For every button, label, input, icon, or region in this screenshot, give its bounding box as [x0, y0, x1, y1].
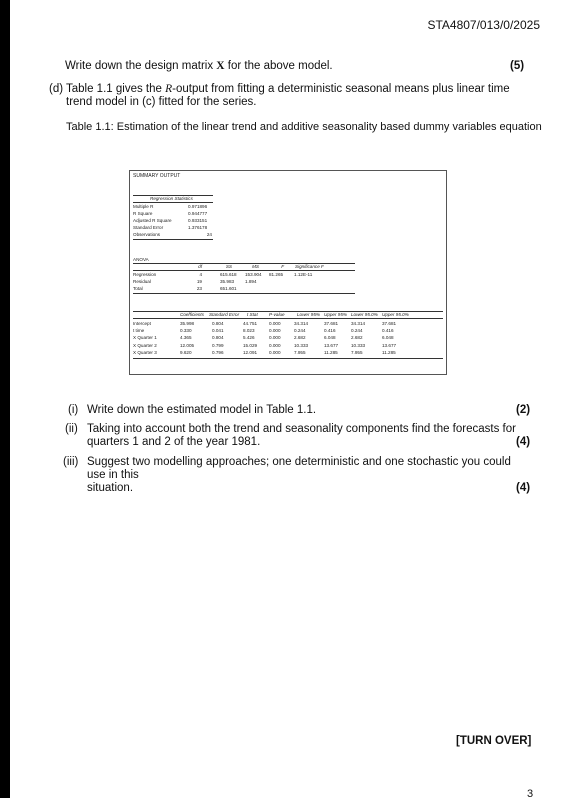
- anova-ms: 1.894: [245, 279, 257, 284]
- coef-cell: 44.751: [243, 321, 258, 326]
- coef-cell: 6.048: [324, 335, 336, 341]
- question-iii-marks: (4): [516, 482, 531, 494]
- coef-cell: 11.285: [324, 349, 338, 355]
- stat-value: 0.933151: [188, 218, 208, 223]
- scan-left-edge: [0, 0, 10, 798]
- rule: [133, 239, 213, 240]
- summary-output-table: [129, 170, 447, 375]
- question-d-text-a: Table 1.1 gives the: [66, 83, 166, 95]
- coef-cell: 10.333: [351, 342, 366, 348]
- exam-page: [10, 0, 574, 798]
- coef-cell: 6.048: [382, 335, 394, 341]
- question-d-line1: [66, 83, 510, 96]
- table-caption: Table 1.1: Estimation of the linear trend and additive seasonality based dummy variables equation: [66, 121, 542, 133]
- stat-label: Multiple R: [133, 204, 154, 209]
- coef-row-label: X Quarter 2: [133, 342, 157, 348]
- coef-cell: 12.005: [180, 342, 195, 348]
- coef-cell: 0.330: [180, 328, 192, 334]
- question-ii-marks: (4): [516, 436, 531, 448]
- coef-header: Lower 95.0%: [351, 312, 378, 317]
- regression-stats-title: Regression Statistics: [150, 196, 193, 201]
- stat-value: 0.944777: [188, 211, 208, 216]
- coef-header: Standard Error: [209, 312, 240, 317]
- question-c-marks: (5): [510, 60, 525, 72]
- coef-cell: 0.244: [351, 328, 363, 334]
- coef-cell: 7.955: [294, 349, 306, 355]
- question-d-label: (d): [49, 83, 64, 95]
- question-c-tail: [65, 60, 333, 73]
- anova-header: SS: [225, 264, 232, 269]
- coef-cell: 0.416: [382, 328, 394, 334]
- coef-cell: 9.620: [180, 349, 192, 355]
- anova-header: MS: [252, 264, 259, 269]
- stat-label: R Square: [133, 211, 153, 216]
- coef-cell: 4.365: [180, 335, 192, 341]
- coef-cell: 37.681: [382, 321, 397, 326]
- coef-cell: 10.333: [294, 342, 309, 348]
- coef-cell: 0.416: [324, 328, 336, 334]
- coef-row-label: t time: [133, 328, 145, 334]
- anova-header: F: [281, 264, 284, 269]
- coef-cell: 5.426: [243, 335, 255, 341]
- question-iii-number: (iii): [63, 456, 79, 468]
- anova-title: ANOVA: [133, 257, 149, 262]
- coef-cell: 12.091: [243, 349, 258, 355]
- coef-cell: 35.998: [180, 321, 195, 326]
- coef-header: P-value: [269, 312, 285, 317]
- stat-label: Standard Error: [133, 225, 164, 230]
- rule: [133, 202, 213, 203]
- coef-cell: 0.000: [269, 328, 281, 334]
- coef-header: t Stat: [247, 312, 258, 317]
- coef-cell: 13.677: [382, 342, 397, 348]
- anova-df: 23: [196, 286, 202, 291]
- coef-cell: 0.000: [269, 349, 281, 355]
- anova-row-label: Total: [133, 286, 143, 291]
- anova-sig: 1.12E-11: [294, 272, 313, 277]
- rule: [133, 358, 443, 359]
- coef-cell: 2.682: [294, 335, 306, 341]
- coef-header: Upper 95%: [324, 312, 347, 317]
- coef-cell: 34.314: [351, 321, 366, 326]
- coef-cell: 0.000: [269, 321, 281, 326]
- anova-ss: 35.983: [220, 279, 235, 284]
- stat-value: 0.971896: [188, 204, 208, 209]
- question-c-text-end: for the above model.: [224, 60, 333, 72]
- question-ii-line: quarters 1 and 2 of the year 1981.: [87, 436, 261, 448]
- rule: [133, 293, 355, 294]
- coef-cell: 2.682: [351, 335, 363, 341]
- coef-cell: 0.804: [212, 335, 224, 341]
- question-ii-number: (ii): [65, 423, 78, 435]
- anova-ss: 615.618: [220, 272, 237, 277]
- coef-cell: 8.023: [243, 328, 255, 334]
- coef-cell: 0.000: [269, 342, 281, 348]
- question-i-marks: (2): [516, 404, 531, 416]
- stat-label: Observations: [133, 232, 161, 237]
- turn-over-note: [TURN OVER]: [456, 735, 532, 747]
- coef-header: Coefficients: [180, 312, 205, 317]
- rule: [133, 318, 443, 319]
- paper-code: STA4807/013/0/2025: [427, 18, 540, 32]
- anova-header: df: [198, 264, 202, 269]
- anova-header: Significance F: [295, 264, 324, 269]
- question-i-line: Write down the estimated model in Table 1.1.: [87, 404, 317, 416]
- question-c-text: Write down the design matrix: [65, 60, 217, 72]
- question-iii-line: situation.: [87, 482, 134, 494]
- coef-row-label: X Quarter 1: [133, 335, 157, 341]
- coef-row-label: Intercept: [133, 321, 151, 326]
- coef-cell: 0.804: [212, 321, 224, 326]
- design-matrix-symbol: X: [216, 60, 225, 72]
- coef-cell: 37.681: [324, 321, 339, 326]
- question-iii-line: use in this: [87, 469, 139, 481]
- coef-row-label: X Quarter 3: [133, 349, 157, 355]
- question-d-line2: trend model in (c) fitted for the series.: [66, 96, 257, 108]
- question-i-number: (i): [68, 404, 79, 416]
- coef-header: Lower 95%: [297, 312, 320, 317]
- summary-title: SUMMARY OUTPUT: [133, 173, 181, 179]
- anova-f: 81.265: [269, 272, 284, 277]
- page-number: 3: [527, 788, 534, 800]
- anova-df: 19: [196, 279, 202, 284]
- coef-cell: 13.677: [324, 342, 339, 348]
- question-ii-line: Taking into account both the trend and seasonality components find the forecasts for: [87, 423, 516, 435]
- coef-cell: 7.955: [351, 349, 363, 355]
- coef-cell: 15.029: [243, 342, 258, 348]
- stat-value: 1.376178: [188, 225, 208, 230]
- coef-cell: 0.244: [294, 328, 306, 334]
- coef-cell: 0.041: [212, 328, 224, 334]
- anova-ms: 153.904: [245, 272, 262, 277]
- question-iii-line: Suggest two modelling approaches; one deterministic and one stochastic you could: [87, 456, 511, 468]
- coef-cell: 34.314: [294, 321, 309, 326]
- coef-cell: 0.796: [212, 349, 224, 355]
- question-d-text-b: -output from fitting a deterministic seasonal means plus linear time: [172, 83, 510, 95]
- r-symbol: R: [165, 83, 173, 95]
- coef-cell: 0.799: [212, 342, 224, 348]
- anova-row-label: Regression: [133, 272, 157, 277]
- anova-df: 4: [199, 272, 202, 277]
- rule: [133, 270, 355, 271]
- stat-value: 24: [206, 232, 212, 237]
- anova-row-label: Residual: [133, 279, 151, 284]
- coef-cell: 11.285: [382, 349, 396, 355]
- coef-cell: 0.000: [269, 335, 281, 341]
- anova-ss: 651.601: [220, 286, 237, 291]
- coef-header: Upper 95.0%: [382, 312, 409, 317]
- stat-label: Adjusted R Square: [133, 218, 172, 223]
